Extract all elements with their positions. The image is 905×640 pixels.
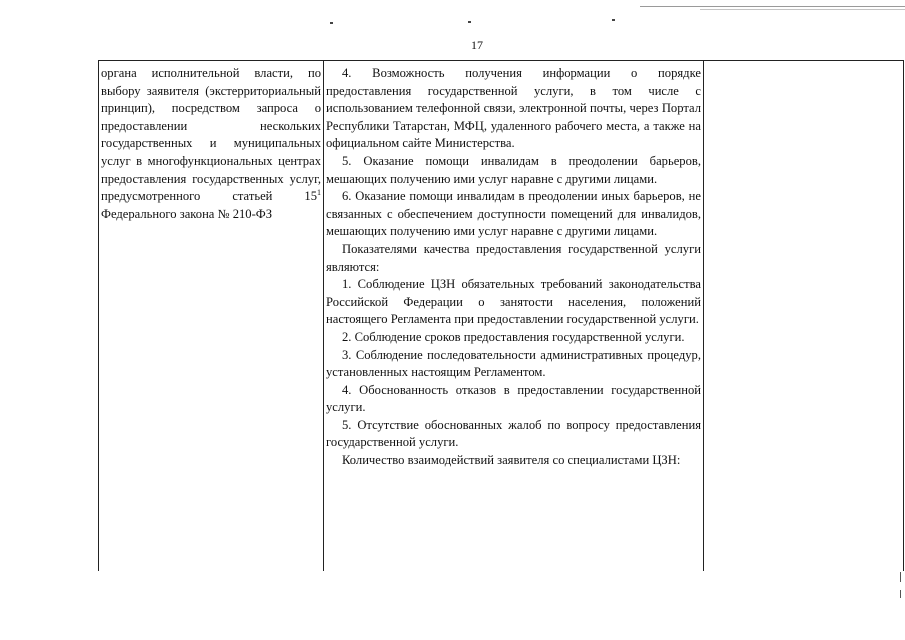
criteria-cell <box>99 61 323 223</box>
scan-speck <box>612 19 615 21</box>
indicator-paragraph: Количество взаимодействий заявителя со специалистами ЦЗН: <box>342 453 681 468</box>
scan-speck <box>330 22 333 24</box>
scan-margin-mark <box>900 590 901 598</box>
indicator-paragraph: 2. Соблюдение сроков предоставления государственной услуги. <box>342 329 685 344</box>
indicator-paragraph: 5. Отсутствие обоснованных жалоб по вопросу предоставления государственной услуги. <box>326 417 701 450</box>
indicator-paragraph: 6. Оказание помощи инвалидам в преодолении иных барьеров, не связанных с обеспечением доступности помещений для инвалидов, мешающих получению ими услуг наравне с другими лицами. <box>326 189 701 239</box>
indicator-paragraph: Показателями качества предоставления государственной услуги являются: <box>326 241 701 274</box>
criteria-text: органа исполнительной власти, по выбору заявителя (экстерриториальный принцип), посредством запроса о предоставлении нескольких государственных и муниципальных услуг в многофункциональных центрах предоставления государственных услуг, предусмотренного статьей 15 <box>101 66 321 204</box>
indicator-paragraph: 4. Возможность получения информации о порядке предоставления государственной услуги, в том числе с использованием телефонной связи, электронной почты, через Портал Республики Татарстан, МФЦ, удаленного рабочего места, а также на официальном сайте Министерства. <box>326 66 701 151</box>
table-column-empty <box>704 61 904 571</box>
indicator-paragraph: 1. Соблюдение ЦЗН обязательных требований законодательства Российской Федерации о занятости населения, положений настоящего Регламента при предоставлении государственной услуги. <box>326 277 701 327</box>
document-table <box>98 60 904 571</box>
empty-cell <box>704 61 903 65</box>
indicator-paragraph: 3. Соблюдение последовательности административных процедур, установленных настоящим Регламентом. <box>326 347 701 380</box>
table-column-indicators <box>324 61 704 571</box>
table-column-criteria <box>99 61 324 571</box>
indicator-paragraph: 5. Оказание помощи инвалидам в преодолении барьеров, мешающих получению ими услуг наравне с другими лицами. <box>326 153 701 186</box>
scan-speck <box>468 21 471 23</box>
scan-top-line-secondary <box>700 9 905 10</box>
indicators-cell <box>324 61 703 470</box>
scan-top-line <box>640 6 905 7</box>
scan-margin-mark <box>900 572 901 582</box>
indicator-paragraph: 4. Обоснованность отказов в предоставлении государственной услуги. <box>326 382 701 415</box>
criteria-text-tail: Федерального закона № 210-ФЗ <box>101 206 273 221</box>
page-number: 17 <box>471 38 483 52</box>
article-superscript: 1 <box>317 187 321 197</box>
